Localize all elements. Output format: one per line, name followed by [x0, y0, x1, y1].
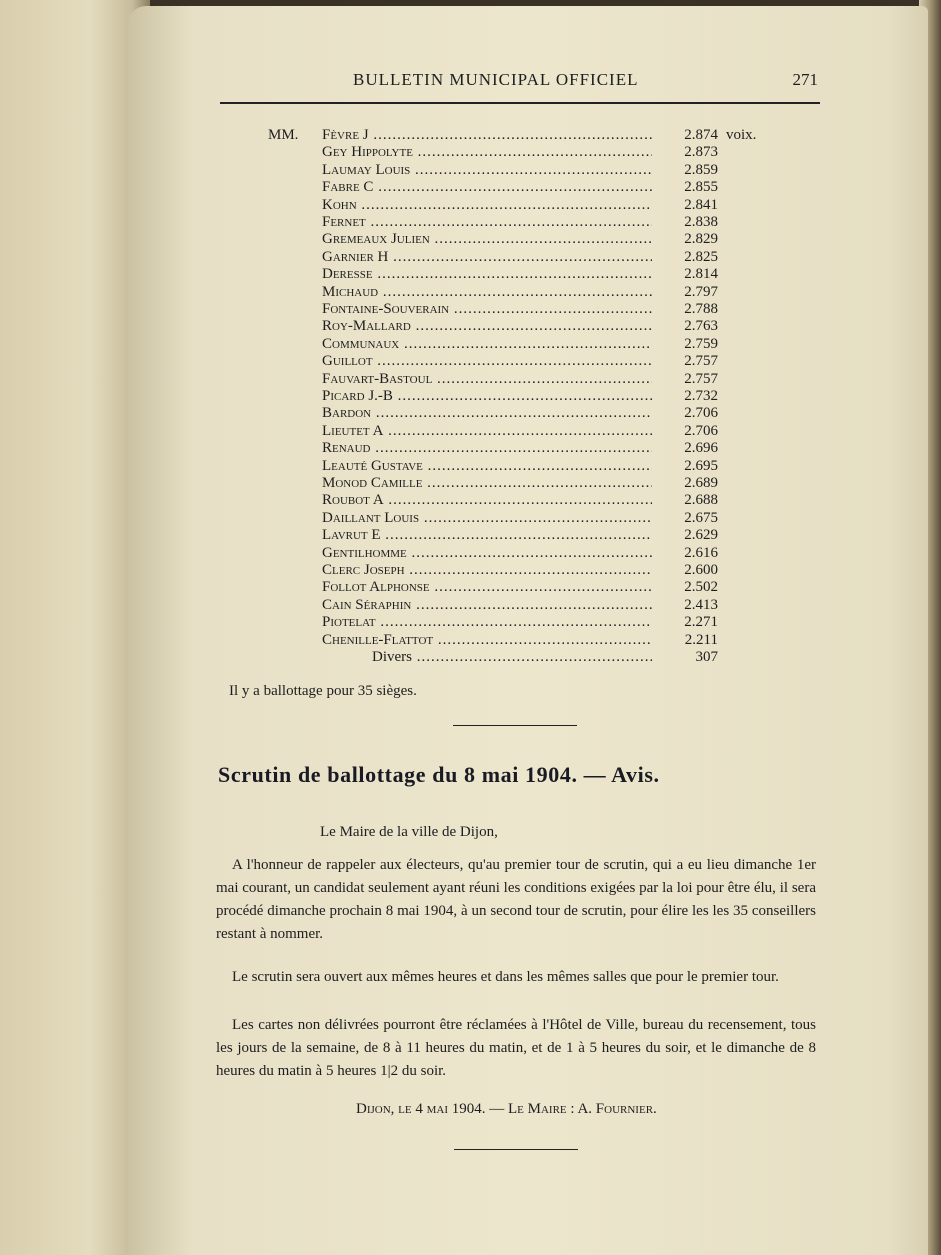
result-row [268, 265, 788, 283]
result-row [268, 370, 788, 388]
result-row [268, 439, 788, 457]
candidate-name: Chenille-Flattot ..... [322, 631, 652, 649]
vote-count: 2.838 [684, 214, 718, 230]
candidate-name: Leauté Gustave ..... [322, 457, 652, 475]
notice-paragraph: A l'honneur de rappeler aux électeurs, qu'au premier tour de scrutin, qui a eu lieu dimanche 1er mai courant, un candidat seulement ayant réuni les conditions exigées par la loi pour être élu, il sera procédé dimanche prochain 8 mai 1904, à un second tour de scrutin, pour élire les les 35 conseillers restant à nommer. [216, 857, 816, 942]
vote-count: 2.211 [684, 631, 718, 648]
result-row [268, 143, 788, 161]
result-row [268, 387, 788, 405]
result-row [268, 352, 788, 370]
result-row [268, 300, 788, 318]
vote-count: 2.757 [684, 353, 718, 370]
candidate-name: Laumay Louis ..... [322, 161, 652, 179]
honorific-prefix: MM. [268, 127, 299, 143]
result-row [268, 335, 788, 353]
result-row [268, 404, 788, 422]
vote-count: 2.814 [684, 266, 718, 283]
result-row [268, 178, 788, 196]
result-row [268, 317, 788, 335]
result-row [268, 509, 788, 527]
candidate-name: Michaud ..... [322, 283, 652, 301]
divers-label: Divers ..... [372, 648, 652, 666]
notice-heading: Scrutin de ballottage du 8 mai 1904. — Avis. [218, 762, 660, 787]
result-row [268, 578, 788, 596]
vote-count: 2.874 [684, 127, 718, 143]
vote-count: 2.413 [684, 596, 718, 613]
candidate-name: Fabre C ..... [322, 178, 652, 196]
page-title: BULLETIN MUNICIPAL OFFICIEL [353, 70, 639, 89]
page-number: 271 [792, 70, 818, 89]
result-row [268, 613, 788, 631]
candidate-name: Renaud ..... [322, 439, 652, 457]
vote-count: 2.695 [684, 457, 718, 474]
result-row [268, 526, 788, 544]
result-row [268, 491, 788, 509]
result-row [268, 561, 788, 579]
candidate-name: Daillant Louis ..... [322, 509, 652, 527]
document-page [128, 6, 928, 1255]
result-row [268, 457, 788, 475]
vote-count: 2.271 [684, 614, 718, 631]
vote-count: 2.600 [684, 562, 718, 578]
candidate-name: Roy-Mallard ..... [322, 317, 652, 335]
result-row [268, 422, 788, 440]
result-row [268, 196, 788, 214]
result-row [268, 248, 788, 266]
candidate-name: Lavrut E ..... [322, 526, 652, 544]
candidate-name: Follot Alphonse ..... [322, 578, 652, 596]
vote-count: 2.855 [684, 179, 718, 196]
vote-count: 2.689 [684, 475, 718, 491]
ballottage-note: Il y a ballottage pour 35 sièges. [229, 683, 417, 699]
candidate-name: Fontaine-Souverain ..... [322, 300, 652, 318]
vote-count: 2.502 [684, 579, 718, 596]
vote-count: 2.825 [684, 248, 718, 265]
candidate-name: Roubot A ..... [322, 491, 652, 509]
candidate-name: Deresse ..... [322, 265, 652, 283]
vote-count: 2.788 [684, 301, 718, 317]
result-row [268, 283, 788, 301]
section-divider [453, 725, 577, 726]
vote-count: 2.706 [684, 422, 718, 439]
candidate-name: Fauvart-Bastoul ..... [322, 370, 652, 388]
notice-paragraph: Le scrutin sera ouvert aux mêmes heures et dans les mêmes salles que pour le premier tour. [232, 969, 779, 985]
candidate-name: Picard J.-B ..... [322, 387, 652, 405]
result-row [268, 474, 788, 492]
candidate-name: Fernet ..... [322, 213, 652, 231]
vote-count: 2.797 [684, 283, 718, 300]
notice-paragraph: Les cartes non délivrées pourront être réclamées à l'Hôtel de Ville, bureau du recensement, tous les jours de la semaine, de 8 à 11 heures du matin, et de 1 à 5 heures du soir, et le dimanche de 8 heures du matin à 5 heures 1|2 du soir. [216, 1017, 816, 1079]
vote-unit: voix. [726, 127, 757, 143]
vote-count: 2.629 [684, 527, 718, 544]
result-row [268, 230, 788, 248]
result-row-divers [268, 648, 788, 666]
candidate-name: Lieutet A ..... [322, 422, 652, 440]
bottom-divider [454, 1149, 578, 1150]
candidate-name: Gremeaux Julien ..... [322, 230, 652, 248]
result-row [268, 631, 788, 649]
result-row [268, 126, 788, 144]
result-row [268, 213, 788, 231]
vote-count: 2.616 [684, 544, 718, 561]
vote-count: 2.763 [684, 318, 718, 335]
candidate-name: Cain Séraphin ..... [322, 596, 652, 614]
notice-intro: Le Maire de la ville de Dijon, [320, 824, 498, 840]
result-row [268, 161, 788, 179]
page-header [220, 62, 820, 104]
vote-count: 2.759 [684, 335, 718, 352]
candidate-name: Guillot ..... [322, 352, 652, 370]
vote-count: 2.732 [684, 388, 718, 404]
result-row [268, 544, 788, 562]
candidate-name: Gey Hippolyte ..... [322, 143, 652, 161]
candidate-name: Communaux ..... [322, 335, 652, 353]
vote-count: 2.706 [684, 405, 718, 422]
candidate-name: Kohn ..... [322, 196, 652, 214]
vote-count: 2.829 [684, 231, 718, 248]
candidate-name: Gentilhomme ..... [322, 544, 652, 562]
result-row [268, 596, 788, 614]
vote-count: 2.688 [684, 492, 718, 509]
candidate-name: Garnier H ..... [322, 248, 652, 266]
candidate-name: Clerc Joseph ..... [322, 561, 652, 579]
candidate-name: Fèvre J ..... [322, 126, 652, 144]
candidate-name: Bardon ..... [322, 404, 652, 422]
vote-count: 2.873 [684, 144, 718, 161]
vote-count: 2.757 [684, 370, 718, 387]
vote-count: 2.841 [684, 196, 718, 213]
vote-count: 2.675 [684, 509, 718, 526]
divers-vote-count: 307 [695, 649, 718, 665]
notice-signature: Dijon, le 4 mai 1904. — Le Maire : A. Fournier. [356, 1101, 657, 1117]
candidate-name: Piotelat ..... [322, 613, 652, 631]
vote-count: 2.859 [684, 161, 718, 178]
vote-count: 2.696 [684, 440, 718, 457]
candidate-name: Monod Camille ..... [322, 474, 652, 492]
